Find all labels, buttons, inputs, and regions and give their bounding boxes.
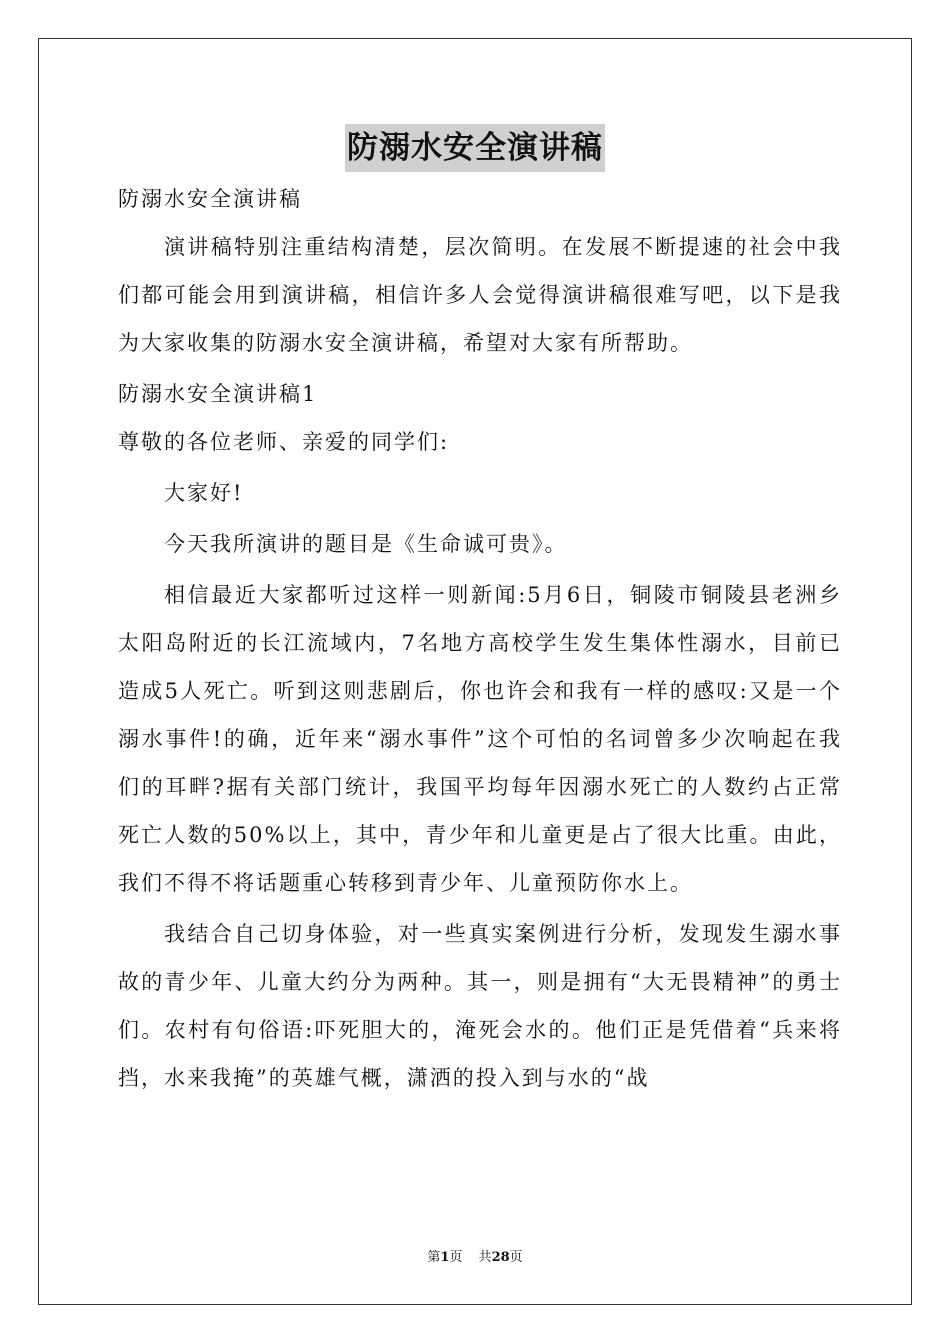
greeting: 大家好! [164,481,244,505]
section-title: 防溺水安全演讲稿1 [118,382,318,406]
document-body [118,175,842,1105]
page-number: 第1页 [427,1250,463,1265]
page-total: 共28页 [478,1250,523,1265]
intro-paragraph: 演讲稿特别注重结构清楚，层次简明。在发展不断提速的社会中我们都可能会用到演讲稿，相信许多人会觉得演讲稿很难写吧，以下是我为大家收集的防溺水安全演讲稿，希望对大家有所帮助。 [118,235,842,355]
title-area [0,124,950,172]
topic-paragraph: 今天我所演讲的题目是《生命诚可贵》。 [164,532,568,556]
body-paragraph-1: 相信最近大家都听过这样一则新闻:5月6日，铜陵市铜陵县老洲乡太阳岛附近的长江流域内，7名地方高校学生发生集体性溺水，目前已造成5人死亡。听到这则悲剧后，你也许会和我有一样的感叹:又是一个溺水事件!的确，近年来“溺水事件”这个可怕的名词曾多少次响起在我们的耳畔?据有关部门统计，我国平均每年因溺水死亡的人数约占正常死亡人数的50%以上，其中，青少年和儿童更是占了很大比重。由此，我们不得不将话题重心转移到青少年、儿童预防你水上。 [118,583,842,895]
page-footer [0,1248,950,1268]
subtitle: 防溺水安全演讲稿 [118,187,302,211]
salutation: 尊敬的各位老师、亲爱的同学们: [118,430,450,454]
body-paragraph-2: 我结合自己切身体验，对一些真实案例进行分析，发现发生溺水事故的青少年、儿童大约分为两种。其一，则是拥有“大无畏精神”的勇士们。农村有句俗语:吓死胆大的，淹死会水的。他们正是凭借着“兵来将挡，水来我掩”的英雄气概，潇洒的投入到与水的“战 [118,922,842,1090]
document-title: 防溺水安全演讲稿 [345,124,605,172]
